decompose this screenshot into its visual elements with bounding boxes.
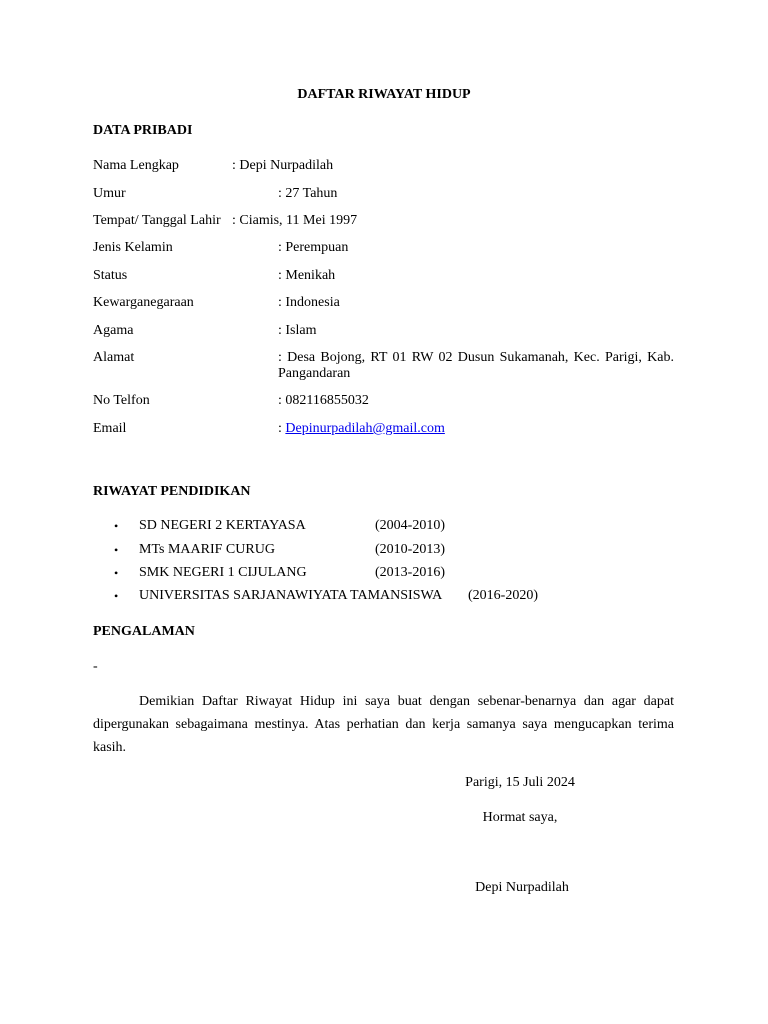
email-prefix: : — [278, 421, 286, 436]
education-years: (2013-2016) — [375, 565, 445, 580]
value-marital-status: : Menikah — [278, 268, 336, 283]
label-religion: Agama — [93, 323, 134, 338]
value-address: : Desa Bojong, RT 01 RW 02 Dusun Sukamanah, Kec. Parigi, Kab. Pangandaran — [278, 350, 674, 381]
label-email: Email — [93, 421, 127, 436]
label-age: Umur — [93, 186, 126, 201]
label-gender: Jenis Kelamin — [93, 240, 173, 255]
experience-content: - — [93, 659, 98, 674]
education-years: (2010-2013) — [375, 542, 445, 557]
value-age: : 27 Tahun — [278, 186, 338, 201]
label-phone: No Telfon — [93, 393, 150, 408]
education-years: (2016-2020) — [468, 588, 538, 603]
email-link[interactable]: Depinurpadilah@gmail.com — [285, 421, 445, 436]
education-years: (2004-2010) — [375, 518, 445, 533]
value-gender: : Perempuan — [278, 240, 349, 255]
education-school: SD NEGERI 2 KERTAYASA — [139, 518, 306, 533]
closing-paragraph — [93, 690, 674, 759]
bullet-marker: • — [114, 519, 119, 533]
experience-heading: PENGALAMAN — [93, 624, 195, 639]
value-email-row — [278, 421, 445, 437]
value-religion: : Islam — [278, 323, 317, 338]
signatory-name: Depi Nurpadilah — [475, 880, 569, 895]
place-date: Parigi, 15 Juli 2024 — [465, 775, 575, 790]
education-heading: RIWAYAT PENDIDIKAN — [93, 484, 251, 499]
value-full-name: : Depi Nurpadilah — [232, 158, 334, 173]
label-full-name: Nama Lengkap — [93, 158, 179, 173]
regards: Hormat saya, — [482, 810, 558, 825]
value-birth-place-date: : Ciamis, 11 Mei 1997 — [232, 213, 358, 228]
label-address: Alamat — [93, 350, 135, 365]
label-marital-status: Status — [93, 268, 128, 283]
label-birth-place-date: Tempat/ Tanggal Lahir — [93, 213, 221, 228]
education-school: SMK NEGERI 1 CIJULANG — [139, 565, 307, 580]
personal-data-heading: DATA PRIBADI — [93, 123, 193, 138]
closing-text: Demikian Daftar Riwayat Hidup ini saya buat dengan sebenar-benarnya dan agar dapat dipergunakan sebagaimana mestinya. Atas perhatian dan kerja samanya saya mengucapkan terima kasih. — [93, 694, 674, 755]
document-title: DAFTAR RIWAYAT HIDUP — [297, 87, 471, 102]
bullet-marker: • — [114, 543, 119, 557]
value-phone: : 082116855032 — [278, 393, 369, 408]
value-nationality: : Indonesia — [278, 295, 340, 310]
label-nationality: Kewarganegaraan — [93, 295, 194, 310]
bullet-marker: • — [114, 589, 119, 603]
bullet-marker: • — [114, 566, 119, 580]
education-school: UNIVERSITAS SARJANAWIYATA TAMANSISWA — [139, 588, 443, 603]
education-school: MTs MAARIF CURUG — [139, 542, 275, 557]
